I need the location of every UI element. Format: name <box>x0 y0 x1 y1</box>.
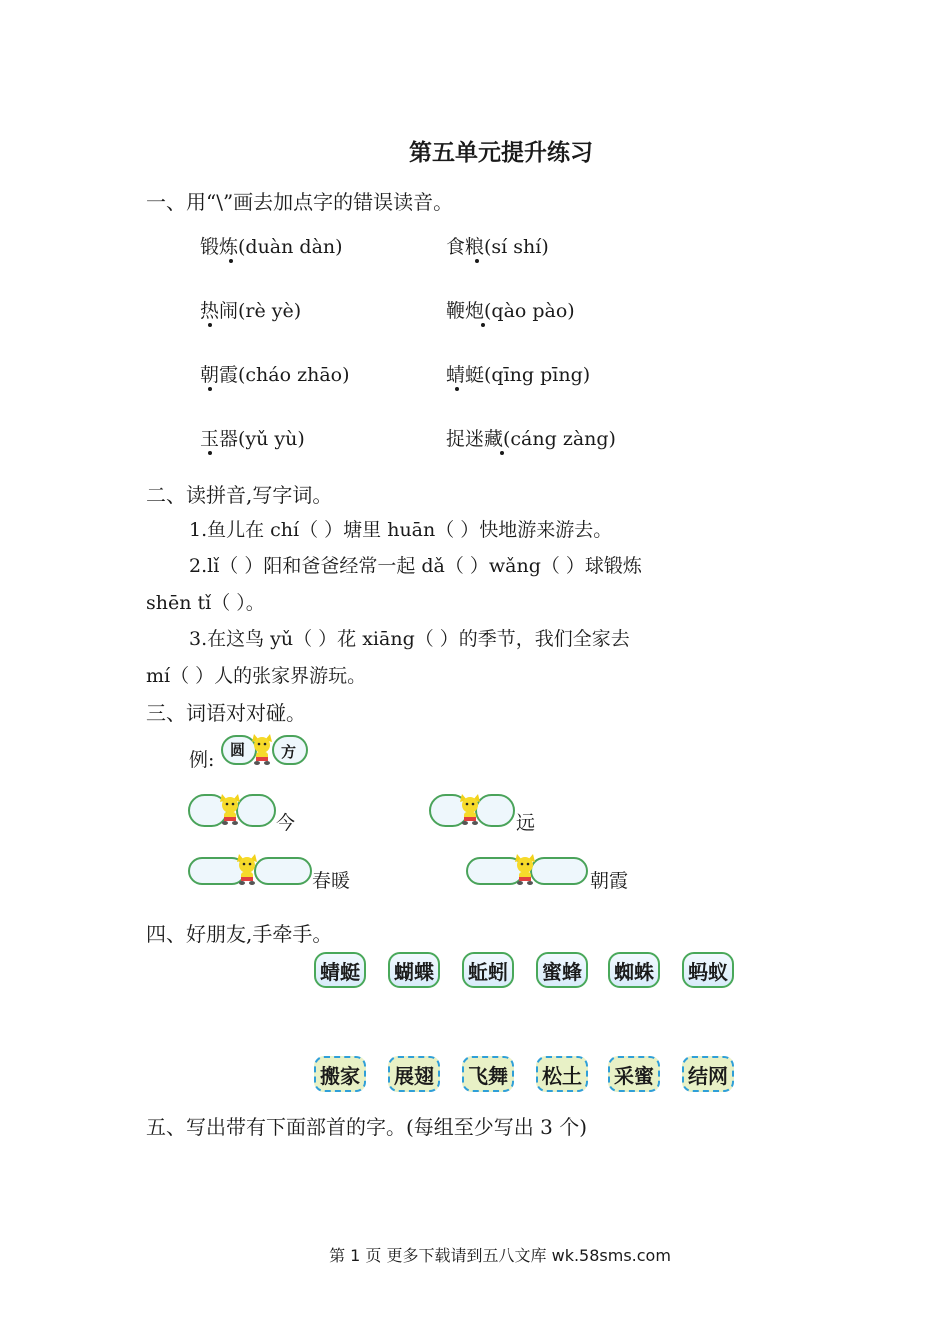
question-line: 2.lǐ（ ）阳和爸爸经常一起 dǎ（ ）wǎng（ ）球锻炼 <box>189 555 642 577</box>
section-3-heading: 三、词语对对碰。 <box>146 701 306 725</box>
pinyin-item: 捉迷藏(cáng zàng) <box>446 428 616 450</box>
example-label: 例: <box>189 749 215 771</box>
pinyin-item: 食粮(sí shí) <box>446 236 549 258</box>
action-card[interactable]: 结网 <box>682 1056 734 1092</box>
animal-card[interactable]: 蜻蜓 <box>314 952 366 988</box>
section-2-heading: 二、读拼音,写字词。 <box>146 483 333 507</box>
emphasis-dot <box>229 259 233 263</box>
example-right-char: 方 <box>281 743 297 761</box>
question-line: 1.鱼儿在 chí（ ）塘里 huān（ ）快地游来游去。 <box>189 519 613 541</box>
question-line: shēn tǐ（ ）。 <box>146 592 265 614</box>
pinyin-item: 蜻蜓(qīng pīng) <box>446 364 591 386</box>
pinyin-item: 朝霞(cháo zhāo) <box>200 364 350 386</box>
cartoon-cat-icon <box>233 852 261 886</box>
question-line: mí（ ）人的张家界游玩。 <box>146 665 367 687</box>
pair-word: 今 <box>276 812 296 834</box>
action-card[interactable]: 松土 <box>536 1056 588 1092</box>
emphasis-dot <box>475 259 479 263</box>
pinyin-item: 鞭炮(qào pào) <box>446 300 575 322</box>
animal-card[interactable]: 蚂蚁 <box>682 952 734 988</box>
animal-card[interactable]: 蜘蛛 <box>608 952 660 988</box>
cartoon-cat-icon <box>456 792 484 826</box>
animal-card[interactable]: 蝴蝶 <box>388 952 440 988</box>
emphasis-dot <box>208 387 212 391</box>
pair-word: 朝霞 <box>590 870 629 892</box>
animal-card[interactable]: 蚯蚓 <box>462 952 514 988</box>
cartoon-cat-icon <box>511 852 539 886</box>
emphasis-dot <box>208 323 212 327</box>
cartoon-cat-icon <box>248 732 276 766</box>
example-left-char: 圆 <box>230 741 246 759</box>
page-footer: 第 1 页 更多下载请到五八文库 wk.58sms.com <box>329 1246 671 1265</box>
action-card[interactable]: 展翅 <box>388 1056 440 1092</box>
question-line: 3.在这鸟 yǔ（ ）花 xiāng（ ）的季节，我们全家去 <box>189 628 630 650</box>
action-card[interactable]: 搬家 <box>314 1056 366 1092</box>
section-4-heading: 四、好朋友,手牵手。 <box>146 922 333 946</box>
pinyin-item: 玉器(yǔ yù) <box>200 428 305 450</box>
page-title: 第五单元提升练习 <box>409 140 593 166</box>
pinyin-item: 热闹(rè yè) <box>200 300 302 322</box>
blank-oval[interactable] <box>254 857 312 885</box>
emphasis-dot <box>208 451 212 455</box>
pair-word: 春暖 <box>312 870 351 892</box>
emphasis-dot <box>500 451 504 455</box>
action-card[interactable]: 飞舞 <box>462 1056 514 1092</box>
pinyin-item: 锻炼(duàn dàn) <box>200 236 343 258</box>
cartoon-cat-icon <box>216 792 244 826</box>
emphasis-dot <box>481 323 485 327</box>
emphasis-dot <box>455 387 459 391</box>
section-5-heading: 五、写出带有下面部首的字。(每组至少写出 3 个) <box>146 1115 588 1139</box>
section-1-heading: 一、用“\”画去加点字的错误读音。 <box>146 190 454 214</box>
action-card[interactable]: 采蜜 <box>608 1056 660 1092</box>
pair-word: 远 <box>516 812 536 834</box>
animal-card[interactable]: 蜜蜂 <box>536 952 588 988</box>
